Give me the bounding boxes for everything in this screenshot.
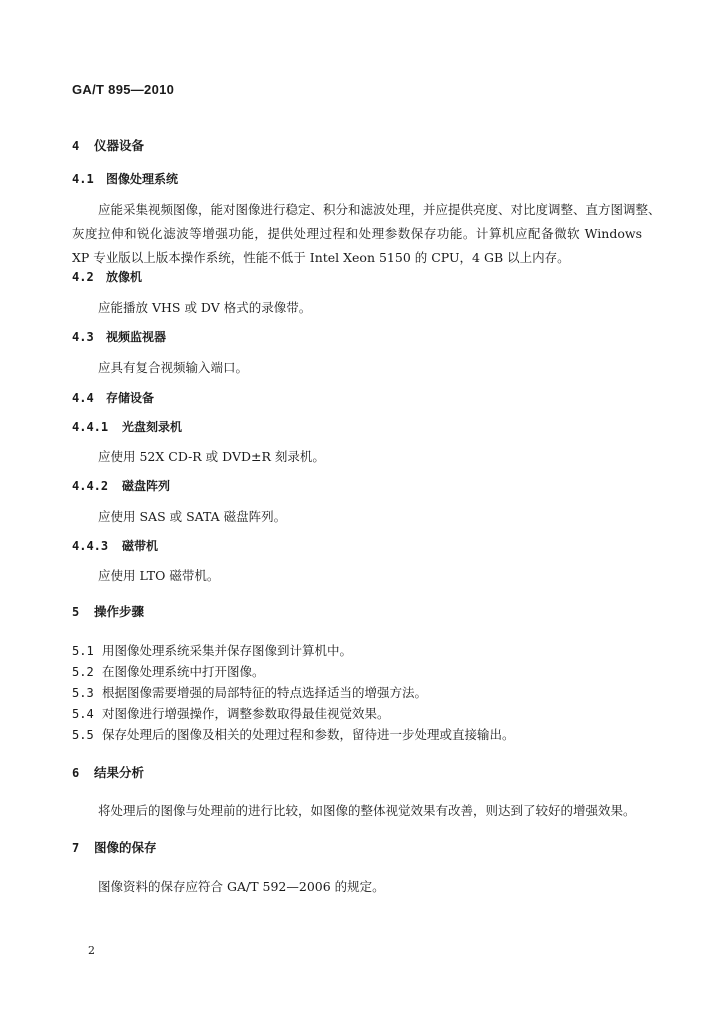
section-4-3-text: 应具有复合视频输入端口。 <box>98 360 249 375</box>
section-4-2-text: 应能播放 VHS 或 DV 格式的录像带。 <box>98 300 312 315</box>
section-title: 存储设备 <box>106 391 155 405</box>
section-number: 4.4.2 <box>72 479 109 493</box>
step-item <box>72 662 265 680</box>
paragraph-line: 灰度拉伸和锐化滤波等增强功能，提供处理过程和处理参数保存功能。计算机应配备微软 Windows <box>72 226 642 241</box>
paragraph-line: 应能采集视频图像，能对图像进行稳定、积分和滤波处理，并应提供亮度、对比度调整、直方图调整、 <box>98 202 661 217</box>
section-6-text: 将处理后的图像与处理前的进行比较，如图像的整体视觉效果有改善，则达到了较好的增强效果。 <box>98 803 636 818</box>
section-title: 仪器设备 <box>94 138 145 153</box>
section-number: 7 <box>72 841 80 855</box>
section-title: 光盘刻录机 <box>122 420 183 434</box>
paragraph-line: XP 专业版以上版本操作系统，性能不低于 Intel Xeon 5150 的 CPU，4 GB 以上内存。 <box>72 250 570 265</box>
section-title: 磁盘阵列 <box>122 479 171 493</box>
step-text: 对图像进行增强操作，调整参数取得最佳视觉效果。 <box>102 706 390 721</box>
step-number: 5.2 <box>72 665 94 679</box>
section-number: 4.3 <box>72 330 94 344</box>
section-4-1-heading <box>72 170 178 187</box>
step-item <box>72 725 515 743</box>
section-title: 图像处理系统 <box>106 172 179 186</box>
section-4-4-2-text: 应使用 SAS 或 SATA 磁盘阵列。 <box>98 509 287 524</box>
section-title: 操作步骤 <box>94 604 145 619</box>
step-text: 用图像处理系统采集并保存图像到计算机中。 <box>102 643 353 658</box>
step-number: 5.5 <box>72 728 94 742</box>
section-5-heading <box>72 602 144 620</box>
page-number: 2 <box>88 944 95 957</box>
section-4-4-2-heading <box>72 477 170 494</box>
section-title: 视频监视器 <box>106 330 167 344</box>
section-7-text: 图像资料的保存应符合 GA/T 592—2006 的规定。 <box>98 879 385 894</box>
section-4-4-3-heading <box>72 537 158 554</box>
section-number: 4.4.3 <box>72 539 109 553</box>
step-number: 5.4 <box>72 707 94 721</box>
section-title: 磁带机 <box>122 539 159 553</box>
section-number: 5 <box>72 605 80 619</box>
section-number: 4.2 <box>72 270 94 284</box>
section-4-3-heading <box>72 328 166 345</box>
step-number: 5.3 <box>72 686 94 700</box>
step-item <box>72 641 352 659</box>
section-title: 结果分析 <box>94 765 145 780</box>
section-6-heading <box>72 763 144 781</box>
section-4-4-1-heading <box>72 418 182 435</box>
step-text: 保存处理后的图像及相关的处理过程和参数，留待进一步处理或直接输出。 <box>102 727 515 742</box>
section-4-2-heading <box>72 268 142 285</box>
step-item <box>72 683 427 701</box>
section-number: 4.1 <box>72 172 94 186</box>
section-4-4-1-text: 应使用 52X CD-R 或 DVD±R 刻录机。 <box>98 449 325 464</box>
step-text: 根据图像需要增强的局部特征的特点选择适当的增强方法。 <box>102 685 428 700</box>
section-number: 4.4.1 <box>72 420 109 434</box>
section-title: 放像机 <box>106 270 143 284</box>
step-text: 在图像处理系统中打开图像。 <box>102 664 265 679</box>
section-7-heading <box>72 838 157 856</box>
document-id: GA/T 895—2010 <box>72 82 175 97</box>
step-item <box>72 704 390 722</box>
section-number: 4 <box>72 139 80 153</box>
section-4-4-3-text: 应使用 LTO 磁带机。 <box>98 568 220 583</box>
section-4-heading <box>72 136 144 154</box>
section-title: 图像的保存 <box>94 840 157 855</box>
step-number: 5.1 <box>72 644 94 658</box>
section-number: 4.4 <box>72 391 94 405</box>
section-4-1-paragraph <box>72 198 661 270</box>
section-number: 6 <box>72 766 80 780</box>
section-4-4-heading <box>72 389 154 406</box>
